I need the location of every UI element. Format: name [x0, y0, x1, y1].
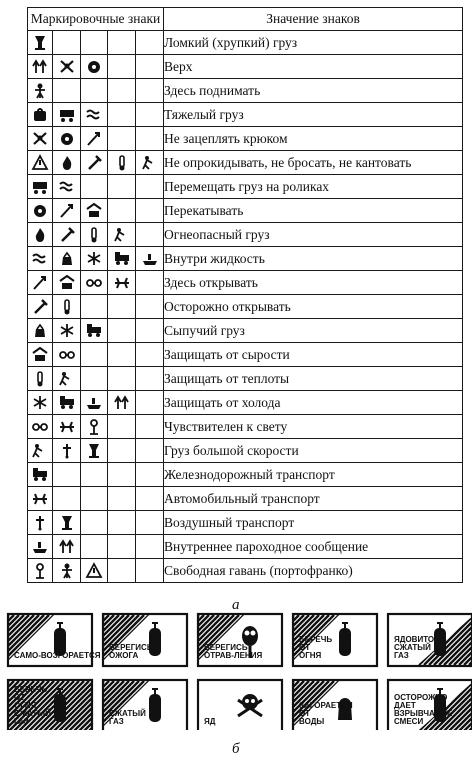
flame-icon	[113, 226, 131, 243]
symbol-cell	[53, 55, 81, 79]
fire-bottle-icon	[58, 226, 76, 243]
symbol-cell	[28, 271, 53, 295]
meaning-cell: Не опрокидывать, не бросать, не кантовать	[164, 151, 463, 175]
symbol-cell	[28, 319, 53, 343]
hook-open-icon	[113, 274, 131, 291]
table-row	[28, 343, 463, 367]
skull	[242, 694, 258, 710]
boat-icon	[58, 538, 76, 555]
symbol-cell	[81, 223, 108, 247]
meaning-cell: Тяжелый груз	[164, 103, 463, 127]
symbol-cell	[53, 415, 81, 439]
symbol-cell	[81, 151, 108, 175]
heavy-box-icon	[85, 106, 103, 123]
crate-rollers-icon	[31, 178, 49, 195]
symbol-cell	[81, 31, 108, 55]
table-row	[28, 559, 463, 583]
speed-wheel-icon	[58, 442, 76, 459]
opener-icon	[58, 274, 76, 291]
meaning-cell: Защищать от холода	[164, 391, 463, 415]
symbol-cell	[108, 559, 136, 583]
symbol-cell	[136, 31, 164, 55]
fire-burst-icon	[85, 226, 103, 243]
symbol-cell	[81, 79, 108, 103]
symbol-cell	[136, 55, 164, 79]
box-powder-icon	[58, 322, 76, 339]
symbol-cell	[81, 55, 108, 79]
symbol-cell	[136, 79, 164, 103]
symbol-cell	[53, 439, 81, 463]
meaning-cell: Воздушный транспорт	[164, 511, 463, 535]
symbol-cell	[108, 151, 136, 175]
symbol-cell	[108, 79, 136, 103]
danger-sign-label: ЗАГОРАЕТСЯ ОТ ВОДЫ	[299, 701, 353, 726]
symbol-cell	[136, 463, 164, 487]
table-row	[28, 55, 463, 79]
meaning-cell: Перекатывать	[164, 199, 463, 223]
hammer-icon	[58, 298, 76, 315]
symbol-cell	[53, 175, 81, 199]
symbol-cell	[136, 487, 164, 511]
goblet-icon	[31, 34, 49, 51]
table-row	[28, 439, 463, 463]
table-row	[28, 271, 463, 295]
symbol-cell	[28, 487, 53, 511]
symbol-cell	[28, 247, 53, 271]
symbol-cell	[28, 343, 53, 367]
danger-sign-label: ЯДОВИТО СЖАТЫЙ ГАЗ	[394, 635, 435, 660]
liquid-box-icon	[85, 250, 103, 267]
symbol-cell	[53, 247, 81, 271]
caption-b: б	[232, 741, 240, 757]
barrel-port-icon	[58, 562, 76, 579]
sun-burst-icon	[85, 418, 103, 435]
sack-icon	[31, 322, 49, 339]
roll-icon	[31, 202, 49, 219]
symbol-cell	[28, 31, 53, 55]
header-symbols: Маркировочные знаки	[28, 8, 164, 31]
symbol-cell	[53, 199, 81, 223]
umbrella-icon	[58, 346, 76, 363]
symbol-cell	[108, 55, 136, 79]
glasses-icon	[58, 418, 76, 435]
propeller-icon	[31, 514, 49, 531]
symbol-cell	[108, 247, 136, 271]
fast-box-icon	[85, 442, 103, 459]
symbol-cell	[108, 31, 136, 55]
house-icon	[58, 394, 76, 411]
skull-weight-icon	[58, 106, 76, 123]
runner-icon	[31, 442, 49, 459]
table-row	[28, 487, 463, 511]
table-row	[28, 79, 463, 103]
symbol-cell	[53, 559, 81, 583]
table-row	[28, 223, 463, 247]
danger-sign-label: СЖАТЫЙ ГАЗ	[109, 709, 146, 726]
crossed-roll-icon	[58, 178, 76, 195]
anchor-icon	[58, 130, 76, 147]
meaning-cell: Автомобильный транспорт	[164, 487, 463, 511]
symbol-cell	[136, 511, 164, 535]
symbol-cell	[28, 103, 53, 127]
worker-icon	[58, 154, 76, 171]
meaning-cell: Внутри жидкость	[164, 247, 463, 271]
symbol-cell	[136, 151, 164, 175]
crowbar-icon	[31, 298, 49, 315]
bell-icon	[85, 130, 103, 147]
symbol-cell	[136, 127, 164, 151]
symbol-cell	[81, 319, 108, 343]
symbol-cell	[136, 415, 164, 439]
snow-person-icon	[31, 394, 49, 411]
symbol-cell	[136, 175, 164, 199]
drop-icon	[141, 154, 159, 171]
symbol-cell	[136, 535, 164, 559]
symbol-cell	[28, 127, 53, 151]
symbol-cell	[28, 559, 53, 583]
symbol-cell	[28, 175, 53, 199]
bottle-icon	[58, 250, 76, 267]
danger-sign-label: ОСТОРОЖНО ДАЕТ ВЗРЫВЧАТЫЕ СМЕСИ	[394, 693, 453, 726]
symbol-cell	[136, 391, 164, 415]
symbol-cell	[81, 103, 108, 127]
symbol-cell	[81, 343, 108, 367]
fire-cross-icon	[31, 226, 49, 243]
symbol-cell	[108, 295, 136, 319]
symbol-cell	[81, 247, 108, 271]
symbol-cell	[81, 199, 108, 223]
light-slash-icon	[31, 418, 49, 435]
symbol-cell	[108, 319, 136, 343]
meaning-cell: Чувствителен к свету	[164, 415, 463, 439]
danger-sign-label: БЕРЕЧЬ ОТ ОГНЯ	[299, 635, 333, 660]
tongs-icon	[58, 58, 76, 75]
symbol-cell	[53, 319, 81, 343]
table-row	[28, 31, 463, 55]
locomotive-icon	[31, 466, 49, 483]
symbol-cell	[108, 415, 136, 439]
snowflake-box-icon	[113, 394, 131, 411]
symbol-cell	[136, 295, 164, 319]
table-row	[28, 151, 463, 175]
symbol-cell	[108, 535, 136, 559]
symbol-cell	[81, 391, 108, 415]
symbol-cell	[53, 367, 81, 391]
table-row	[28, 247, 463, 271]
symbol-cell	[81, 559, 108, 583]
tipping-icon	[113, 154, 131, 171]
symbol-cell	[136, 223, 164, 247]
meaning-cell: Верх	[164, 55, 463, 79]
table-row	[28, 367, 463, 391]
pour-icon	[141, 250, 159, 267]
symbol-cell	[81, 463, 108, 487]
meaning-cell: Осторожно открывать	[164, 295, 463, 319]
danger-sign-label: БЕРЕГИСЬ ОЖОГА	[109, 643, 153, 660]
symbol-cell	[28, 151, 53, 175]
symbol-cell	[81, 511, 108, 535]
meaning-cell: Здесь поднимать	[164, 79, 463, 103]
symbol-cell	[28, 79, 53, 103]
thermometer-icon	[58, 370, 76, 387]
meaning-cell: Защищать от теплоты	[164, 367, 463, 391]
marking-signs-table	[27, 7, 463, 583]
fragile-triangle-icon	[31, 154, 49, 171]
cylinder	[54, 694, 66, 722]
symbol-cell	[136, 559, 164, 583]
sun-box-icon	[31, 370, 49, 387]
tank-icon	[31, 250, 49, 267]
symbol-cell	[136, 247, 164, 271]
steamship-icon	[31, 538, 49, 555]
table-row	[28, 175, 463, 199]
symbol-cell	[136, 271, 164, 295]
table-row	[28, 295, 463, 319]
meaning-cell: Защищать от сырости	[164, 343, 463, 367]
table-row	[28, 463, 463, 487]
symbol-cell	[81, 175, 108, 199]
table-body	[28, 31, 463, 583]
symbol-cell	[81, 295, 108, 319]
danger-sign-label: БЕРЕГИСЬ ОТРАВ-ЛЕНИЯ	[204, 643, 263, 660]
cylinder	[339, 628, 351, 656]
table-row	[28, 511, 463, 535]
header-meaning: Значение знаков	[164, 8, 463, 31]
symbol-cell	[53, 31, 81, 55]
arrows-up-icon	[31, 58, 49, 75]
symbol-cell	[81, 487, 108, 511]
symbol-cell	[53, 535, 81, 559]
table-row	[28, 391, 463, 415]
symbol-cell	[136, 343, 164, 367]
meaning-cell: Свободная гавань (портофранко)	[164, 559, 463, 583]
danger-sign-label: САМО-ВОЗГОРАЕТСЯ	[14, 651, 101, 660]
anchor-post-icon	[31, 562, 49, 579]
symbol-cell	[108, 367, 136, 391]
symbol-cell	[53, 151, 81, 175]
cylinder	[149, 694, 161, 722]
symbol-cell	[28, 295, 53, 319]
symbol-cell	[81, 271, 108, 295]
symbol-cell	[28, 199, 53, 223]
truck-icon	[31, 490, 49, 507]
hand-push-icon	[85, 202, 103, 219]
meaning-cell: Здесь открывать	[164, 271, 463, 295]
meaning-cell: Огнеопасный груз	[164, 223, 463, 247]
symbol-cell	[28, 55, 53, 79]
knife-icon	[31, 274, 49, 291]
table-row	[28, 415, 463, 439]
table-row	[28, 535, 463, 559]
symbol-cell	[28, 535, 53, 559]
symbol-cell	[108, 223, 136, 247]
symbol-cell	[28, 391, 53, 415]
meaning-cell: Внутреннее пароходное сообщение	[164, 535, 463, 559]
weight-icon	[31, 106, 49, 123]
crossed-hook-icon	[31, 130, 49, 147]
table-row	[28, 199, 463, 223]
symbol-cell	[136, 103, 164, 127]
symbol-cell	[108, 199, 136, 223]
symbol-cell	[28, 223, 53, 247]
symbol-cell	[53, 487, 81, 511]
symbol-cell	[136, 439, 164, 463]
symbol-cell	[53, 127, 81, 151]
table-row	[28, 319, 463, 343]
symbol-cell	[136, 367, 164, 391]
meaning-cell: Железнодорожный транспорт	[164, 463, 463, 487]
symbol-cell	[108, 343, 136, 367]
chain-hook-icon	[31, 82, 49, 99]
granules-icon	[85, 322, 103, 339]
crossed-box-icon	[85, 154, 103, 171]
symbol-cell	[81, 415, 108, 439]
danger-signs-panel	[6, 610, 472, 730]
symbol-cell	[28, 367, 53, 391]
symbol-cell	[136, 319, 164, 343]
symbol-cell	[81, 439, 108, 463]
cylinder	[434, 628, 446, 656]
symbol-cell	[136, 199, 164, 223]
symbol-cell	[53, 295, 81, 319]
symbol-cell	[108, 103, 136, 127]
danger-sign-label: БЕРЕЧЬ ОТ ОГНЯ СЖАТЫЙ ГАЗ	[14, 685, 51, 726]
symbol-cell	[28, 439, 53, 463]
meaning-cell: Сыпучий груз	[164, 319, 463, 343]
table-row	[28, 127, 463, 151]
symbol-cell	[108, 271, 136, 295]
symbol-cell	[108, 175, 136, 199]
table-row	[28, 103, 463, 127]
roof-box-icon	[31, 346, 49, 363]
symbol-cell	[28, 415, 53, 439]
symbol-cell	[53, 391, 81, 415]
meaning-cell: Груз большой скорости	[164, 439, 463, 463]
person-up-icon	[85, 58, 103, 75]
symbol-cell	[81, 367, 108, 391]
symbol-cell	[53, 271, 81, 295]
symbol-cell	[108, 511, 136, 535]
port-seal-icon	[85, 562, 103, 579]
symbol-cell	[81, 535, 108, 559]
waves-icon	[113, 250, 131, 267]
symbol-cell	[108, 463, 136, 487]
danger-sign	[198, 680, 282, 730]
symbol-cell	[53, 79, 81, 103]
barrel-icon	[58, 202, 76, 219]
symbol-cell	[108, 487, 136, 511]
symbol-cell	[53, 511, 81, 535]
meaning-cell: Ломкий (хрупкий) груз	[164, 31, 463, 55]
symbol-cell	[53, 343, 81, 367]
symbol-cell	[28, 463, 53, 487]
danger-sign-label: ЯД	[204, 717, 216, 726]
symbol-cell	[81, 127, 108, 151]
symbol-cell	[108, 127, 136, 151]
meaning-cell: Не зацеплять крюком	[164, 127, 463, 151]
symbol-cell	[108, 439, 136, 463]
cold-thermometer-icon	[85, 394, 103, 411]
symbol-cell	[53, 103, 81, 127]
meaning-cell: Перемещать груз на роликах	[164, 175, 463, 199]
symbol-cell	[108, 391, 136, 415]
table-header-row	[28, 8, 463, 31]
symbol-cell	[53, 463, 81, 487]
caption-a: а	[232, 597, 240, 613]
symbol-cell	[53, 223, 81, 247]
hand-open-icon	[85, 274, 103, 291]
airplane-icon	[58, 514, 76, 531]
symbol-cell	[28, 511, 53, 535]
